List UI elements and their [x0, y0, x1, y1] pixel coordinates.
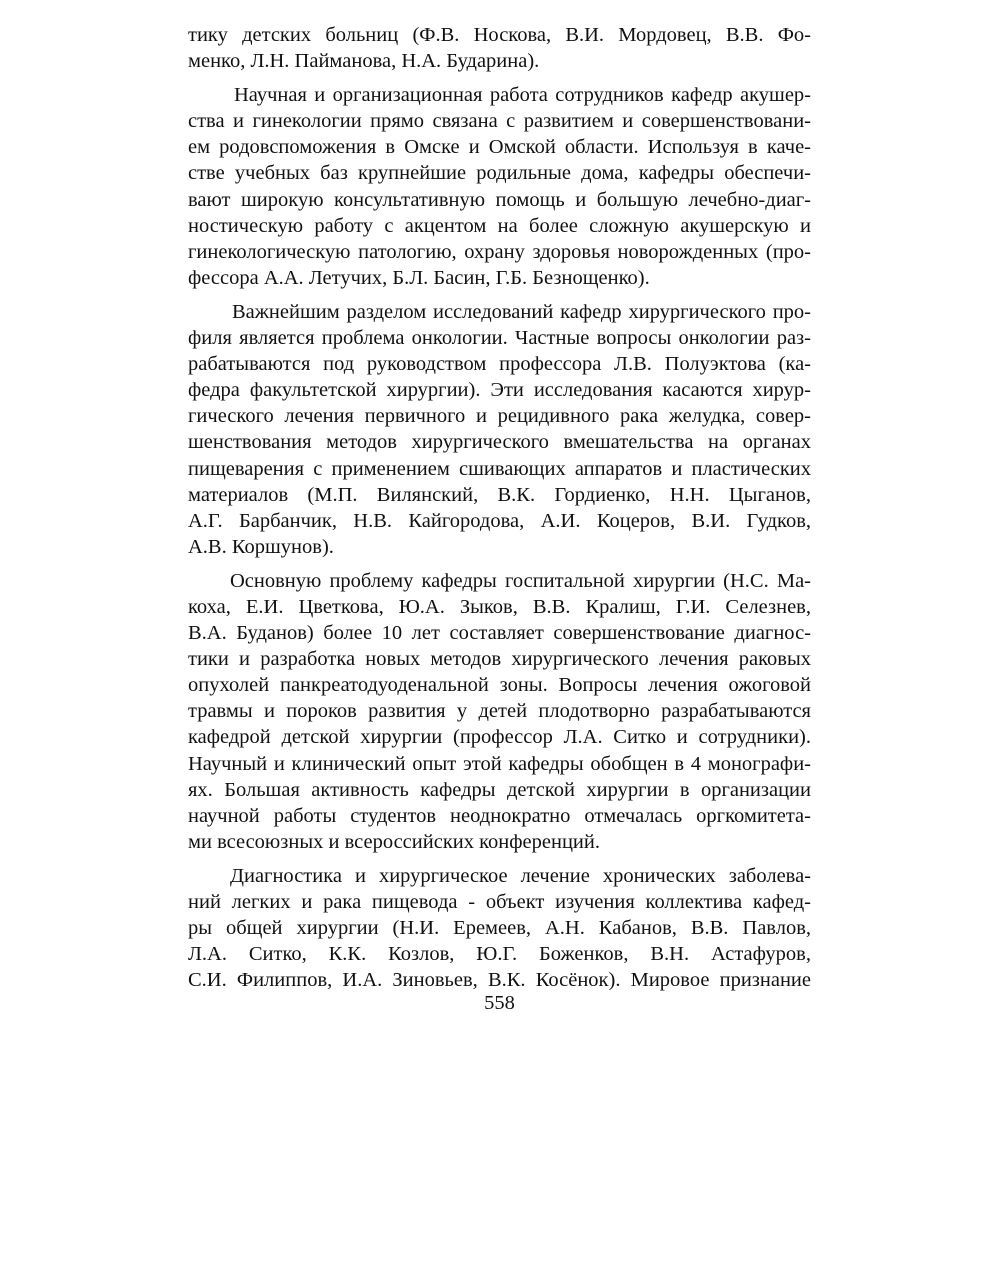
paragraph-3: [188, 299, 811, 560]
paragraph-1: [188, 22, 811, 74]
text-line: Л.А. Ситко, К.К. Козлов, Ю.Г. Боженков, В.Н. Астафуров,: [188, 943, 811, 966]
text-line: Основную проблему кафедры госпитальной хирургии (Н.С. Ма-: [230, 569, 811, 592]
text-line: тики и разработка новых методов хирургического лечения раковых: [188, 648, 811, 671]
text-line: кафедрой детской хирургии (профессор Л.А. Ситко и сотрудники).: [188, 726, 811, 749]
text-line: фессора А.А. Летучих, Б.Л. Басин, Г.Б. Безнощенко).: [188, 266, 650, 289]
text-line: коха, Е.И. Цветкова, Ю.А. Зыков, В.В. Кралиш, Г.И. Селезнев,: [188, 595, 811, 618]
page-number: 558: [484, 992, 515, 1014]
text-line: А.В. Коршунов).: [188, 535, 334, 558]
text-line: В.А. Буданов) более 10 лет составляет совершенствование диагнос-: [188, 622, 811, 645]
text-line: ний легких и рака пищевода - объект изучения коллектива кафед-: [188, 891, 811, 913]
text-line: федра факультетской хирургии). Эти исследования касаются хирур-: [188, 379, 811, 402]
text-line: гического лечения первичного и рецидивного рака желудка, совер-: [188, 405, 811, 428]
text-line: гинекологическую патологию, охрану здоровья новорожденных (про-: [188, 240, 811, 263]
paragraph-4: [188, 568, 811, 855]
text-line: ях. Большая активность кафедры детской хирургии в организации: [188, 778, 811, 801]
text-line: шенствования методов хирургического вмешательства на органах: [188, 431, 811, 454]
text-line: стве учебных баз крупнейшие родильные дома, кафедры обеспечи-: [188, 162, 811, 185]
text-line: Диагностика и хирургическое лечение хронических заболева-: [230, 864, 811, 887]
text-line: ства и гинекологии прямо связана с развитием и совершенствовани-: [188, 110, 811, 133]
paragraph-2: [188, 82, 811, 291]
text-line: пищеварения с применением сшивающих аппаратов и пластических: [188, 457, 811, 480]
text-line: травмы и пороков развития у детей плодотворно разрабатываются: [188, 700, 811, 723]
text-line: менко, Л.Н. Пайманова, Н.А. Бударина).: [188, 50, 540, 73]
text-line: ры общей хирургии (Н.И. Еремеев, А.Н. Кабанов, В.В. Павлов,: [188, 917, 811, 940]
text-line: опухолей панкреатодуоденальной зоны. Вопросы лечения ожоговой: [188, 674, 811, 697]
text-line: тику детских больниц (Ф.В. Носкова, В.И. Мордовец, В.В. Фо-: [188, 24, 811, 46]
paragraph-5: [188, 863, 811, 993]
text-line: материалов (М.П. Вилянский, В.К. Гордиенко, Н.Н. Цыганов,: [188, 483, 811, 506]
text-line: А.Г. Барбанчик, Н.В. Кайгородова, А.И. Коцеров, В.И. Гудков,: [188, 509, 811, 532]
text-line: вают широкую консультативную помощь и большую лечебно-диаг-: [188, 188, 811, 211]
text-line: Важнейшим разделом исследований кафедр хирургического про-: [232, 300, 811, 323]
text-line: Научный и клинический опыт этой кафедры обобщен в 4 монографи-: [188, 752, 811, 775]
text-line: рабатываются под руководством профессора Л.В. Полуэктова (ка-: [188, 353, 811, 376]
text-line: С.И. Филиппов, И.А. Зиновьев, В.К. Косёнок). Мировое признание: [188, 969, 811, 992]
text-line: филя является проблема онкологии. Частные вопросы онкологии раз-: [188, 327, 811, 350]
text-line: ностическую работу с акцентом на более сложную акушерскую и: [188, 214, 811, 237]
page-body: [188, 22, 811, 993]
text-line: научной работы студентов неоднократно отмечалась оргкомитета-: [188, 804, 811, 827]
text-line: ми всесоюзных и всероссийских конференций.: [188, 830, 601, 853]
text-line: Научная и организационная работа сотрудников кафедр акушер-: [234, 84, 811, 107]
text-line: ем родовспоможения в Омске и Омской области. Используя в каче-: [188, 136, 811, 159]
